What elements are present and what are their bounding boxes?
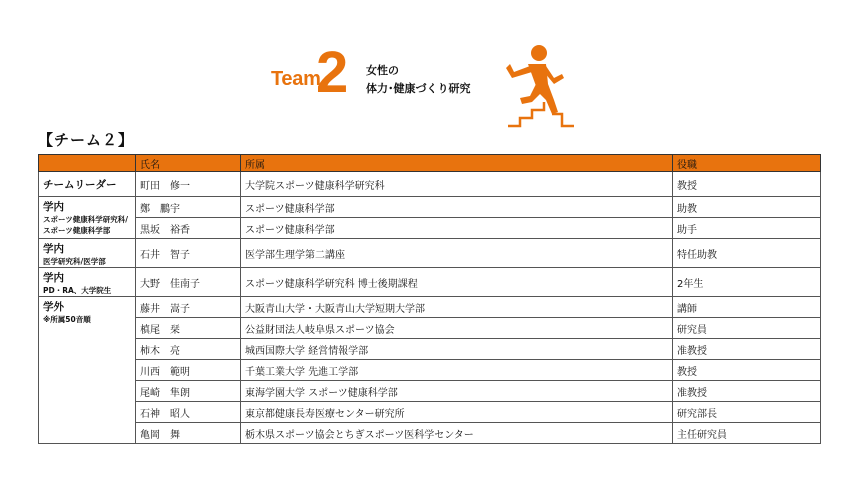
member-name: 鄭 鵬宇 bbox=[136, 197, 241, 218]
table-row bbox=[39, 197, 821, 218]
member-affiliation: スポーツ健康科学部 bbox=[241, 197, 673, 218]
member-table bbox=[38, 154, 821, 444]
member-name: 川西 範明 bbox=[136, 360, 241, 381]
group-label: 学内 bbox=[43, 201, 64, 213]
table-row bbox=[39, 381, 821, 402]
stair-climbing-runner-icon bbox=[496, 42, 576, 128]
member-position: 助教 bbox=[673, 197, 821, 218]
member-name: 石神 昭人 bbox=[136, 402, 241, 423]
table-row bbox=[39, 297, 821, 318]
group-cell-internal-sports bbox=[39, 197, 136, 239]
member-affiliation: スポーツ健康科学部 bbox=[241, 218, 673, 239]
member-name: 大野 佳南子 bbox=[136, 268, 241, 297]
group-cell-internal-pd bbox=[39, 268, 136, 297]
member-position: 准教授 bbox=[673, 339, 821, 360]
group-label: 学内 bbox=[43, 272, 64, 284]
member-affiliation: 大阪青山大学・大阪青山大学短期大学部 bbox=[241, 297, 673, 318]
member-name: 石井 智子 bbox=[136, 239, 241, 268]
member-affiliation: 千葉工業大学 先進工学部 bbox=[241, 360, 673, 381]
table-row bbox=[39, 318, 821, 339]
member-affiliation: 大学院スポーツ健康科学研究科 bbox=[241, 172, 673, 197]
member-position: 特任助教 bbox=[673, 239, 821, 268]
group-note: 医学研究科/医学部 bbox=[43, 257, 106, 266]
member-position: 准教授 bbox=[673, 381, 821, 402]
column-header-group bbox=[39, 155, 136, 172]
member-affiliation: 栃木県スポーツ協会とちぎスポーツ医科学センター bbox=[241, 423, 673, 444]
group-cell-team-leader bbox=[39, 172, 136, 197]
group-note: ※所属50音順 bbox=[43, 315, 91, 324]
group-note: スポーツ健康科学研究科/スポーツ健康科学部 bbox=[43, 215, 128, 235]
member-affiliation: 城西国際大学 経営情報学部 bbox=[241, 339, 673, 360]
member-affiliation: 公益財団法人岐阜県スポーツ協会 bbox=[241, 318, 673, 339]
member-name: 藤井 嵩子 bbox=[136, 297, 241, 318]
member-name: 町田 修一 bbox=[136, 172, 241, 197]
section-title: 【チーム２】 bbox=[38, 131, 135, 149]
column-header-position: 役職 bbox=[673, 155, 821, 172]
member-name: 槙尾 栞 bbox=[136, 318, 241, 339]
table-row bbox=[39, 239, 821, 268]
team-subtitle bbox=[366, 62, 471, 98]
group-cell-internal-medicine bbox=[39, 239, 136, 268]
table-header-row bbox=[39, 155, 821, 172]
column-header-affiliation: 所属 bbox=[241, 155, 673, 172]
member-position: 主任研究員 bbox=[673, 423, 821, 444]
team-subtitle-line2: 体力･健康づくり研究 bbox=[366, 82, 471, 95]
group-label: チームリーダー bbox=[43, 178, 117, 191]
table-row bbox=[39, 218, 821, 239]
member-name: 柿木 亮 bbox=[136, 339, 241, 360]
member-position: 研究員 bbox=[673, 318, 821, 339]
team-subtitle-line1: 女性の bbox=[366, 64, 399, 77]
member-affiliation: 東京都健康長寿医療センター研究所 bbox=[241, 402, 673, 423]
table-row bbox=[39, 360, 821, 381]
table-row bbox=[39, 339, 821, 360]
group-label: 学内 bbox=[43, 243, 64, 255]
table-row bbox=[39, 172, 821, 197]
member-affiliation: スポーツ健康科学研究科 博士後期課程 bbox=[241, 268, 673, 297]
group-label: 学外 bbox=[43, 301, 64, 313]
team-word: Team bbox=[271, 68, 321, 90]
member-name: 尾崎 隼朗 bbox=[136, 381, 241, 402]
table-row bbox=[39, 402, 821, 423]
team-header bbox=[0, 0, 850, 130]
member-name: 亀岡 舞 bbox=[136, 423, 241, 444]
member-position: 講師 bbox=[673, 297, 821, 318]
member-name: 黒坂 裕香 bbox=[136, 218, 241, 239]
member-position: 2年生 bbox=[673, 268, 821, 297]
member-position: 助手 bbox=[673, 218, 821, 239]
team-number: 2 bbox=[316, 40, 349, 105]
member-affiliation: 東海学園大学 スポーツ健康科学部 bbox=[241, 381, 673, 402]
member-position: 教授 bbox=[673, 360, 821, 381]
member-affiliation: 医学部生理学第二講座 bbox=[241, 239, 673, 268]
member-position: 教授 bbox=[673, 172, 821, 197]
group-cell-external bbox=[39, 297, 136, 444]
table-row bbox=[39, 423, 821, 444]
table-row bbox=[39, 268, 821, 297]
group-note: PD・RA、大学院生 bbox=[43, 286, 112, 295]
column-header-name: 氏名 bbox=[136, 155, 241, 172]
member-position: 研究部長 bbox=[673, 402, 821, 423]
